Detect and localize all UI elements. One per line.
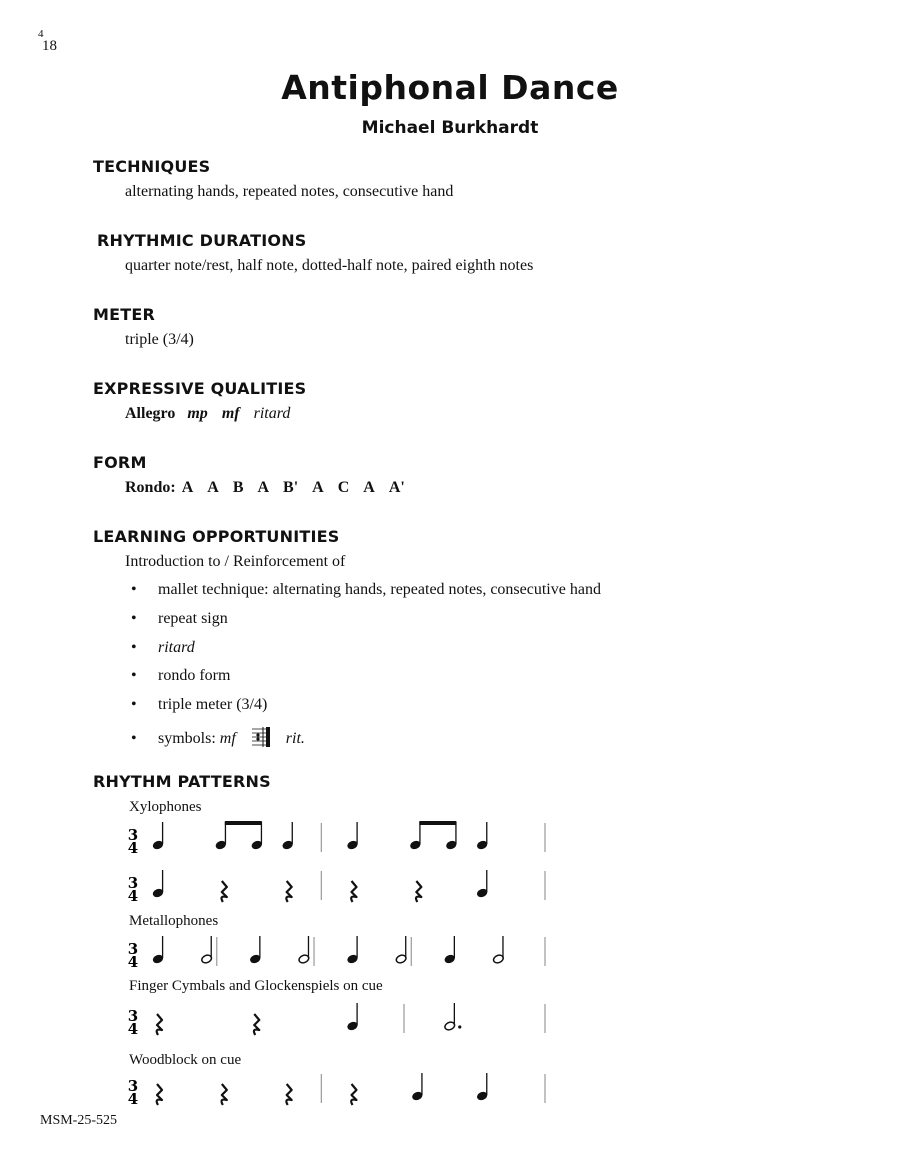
form-label: Rondo: [125,479,176,496]
eighth-beam [225,821,262,825]
quarter-rest [286,881,291,902]
quarter-rest [157,1084,162,1105]
symbols-mf: mf [219,730,236,747]
quarter-rest [254,1014,259,1035]
rhythm-line-xylophones-2 [120,866,560,906]
instrument-label-xylophones: Xylophones [129,799,202,815]
meter-text: triple (3/4) [125,331,194,348]
list-item-text: ritard [158,639,195,656]
form-letter: A [312,479,324,496]
time-signature-bottom: 4 [127,1020,139,1038]
learning-intro: Introduction to / Reinforcement of [125,553,346,570]
form-letter: A' [388,479,405,496]
list-item: • rondo form [131,667,231,684]
page-title: Antiphonal Dance [281,68,619,107]
quarter-rest [416,881,421,902]
symbols-rit: rit. [285,730,305,747]
list-item-text: mallet technique: alternating hands, repeated notes, consecutive hand [158,581,601,598]
rhythm-line-metallophones [120,932,560,972]
heading-expressive-qualities: EXPRESSIVE QUALITIES [93,379,307,398]
heading-techniques: TECHNIQUES [93,157,211,176]
ritard-marking: ritard [253,405,291,422]
composer-name: Michael Burkhardt [361,118,539,138]
form-letter: B [232,479,244,496]
time-signature-top: 3 [127,940,139,958]
time-signature-top: 3 [127,826,139,844]
time-signature-bottom: 4 [127,839,139,857]
list-item: • ritard [131,639,195,656]
form-letter: C [337,479,350,496]
time-signature-bottom: 4 [127,887,139,905]
form-line [125,479,405,497]
quarter-rest [286,1084,291,1105]
heading-meter: METER [93,305,156,324]
heading-learning-opportunities: LEARNING OPPORTUNITIES [93,527,340,546]
expressive-qualities-line [125,405,290,423]
rhythm-line-finger-cymbals [120,999,560,1039]
page-number-small: 4 [38,28,44,40]
quarter-rest [222,1084,227,1105]
rhythm-line-xylophones-1 [120,818,560,858]
techniques-text: alternating hands, repeated notes, consecutive hand [125,183,454,200]
list-item: • symbols: mf rit. [131,725,305,751]
quarter-rest [351,1084,356,1105]
form-letter: A [181,479,194,496]
page-number: 18 [42,38,57,54]
rhythmic-durations-text: quarter note/rest, half note, dotted-half note, paired eighth notes [125,257,534,274]
list-item: • triple meter (3/4) [131,696,268,713]
form-letter: A [363,479,375,496]
time-signature-top: 3 [127,874,139,892]
tempo-marking: Allegro [125,405,176,422]
heading-rhythmic-durations: RHYTHMIC DURATIONS [97,231,307,250]
list-item-text: rondo form [158,667,231,684]
quarter-rest [222,881,227,902]
time-signature-bottom: 4 [127,1090,139,1108]
form-letter: B' [283,479,299,496]
dynamic-mf: mf [221,405,240,422]
time-signature-top: 3 [127,1007,139,1025]
instrument-label-woodblock: Woodblock on cue [129,1052,242,1068]
list-item: • repeat sign [131,610,228,627]
form-letter: A [207,479,219,496]
time-signature-top: 3 [127,1077,139,1095]
time-signature-bottom: 4 [127,953,139,971]
instrument-label-finger-cymbals-glockenspiels: Finger Cymbals and Glockenspiels on cue [129,978,383,994]
list-item: • mallet technique: alternating hands, repeated notes, consecutive hand [131,581,601,598]
quarter-rest [351,881,356,902]
symbols-label: symbols: [158,730,216,747]
eighth-beam [419,821,456,825]
heading-form: FORM [93,453,147,472]
heading-rhythm-patterns: RHYTHM PATTERNS [93,772,271,791]
list-item-text: repeat sign [158,610,228,627]
quarter-rest [157,1014,162,1035]
list-item-text: triple meter (3/4) [158,696,268,713]
dynamic-mp: mp [187,405,208,422]
instrument-label-metallophones: Metallophones [129,913,219,929]
footer-code: MSM-25-525 [40,1113,118,1128]
form-letter: A [257,479,270,496]
augmentation-dot [458,1025,461,1028]
rhythm-line-woodblock [120,1069,560,1109]
repeat-sign-icon [250,725,274,751]
